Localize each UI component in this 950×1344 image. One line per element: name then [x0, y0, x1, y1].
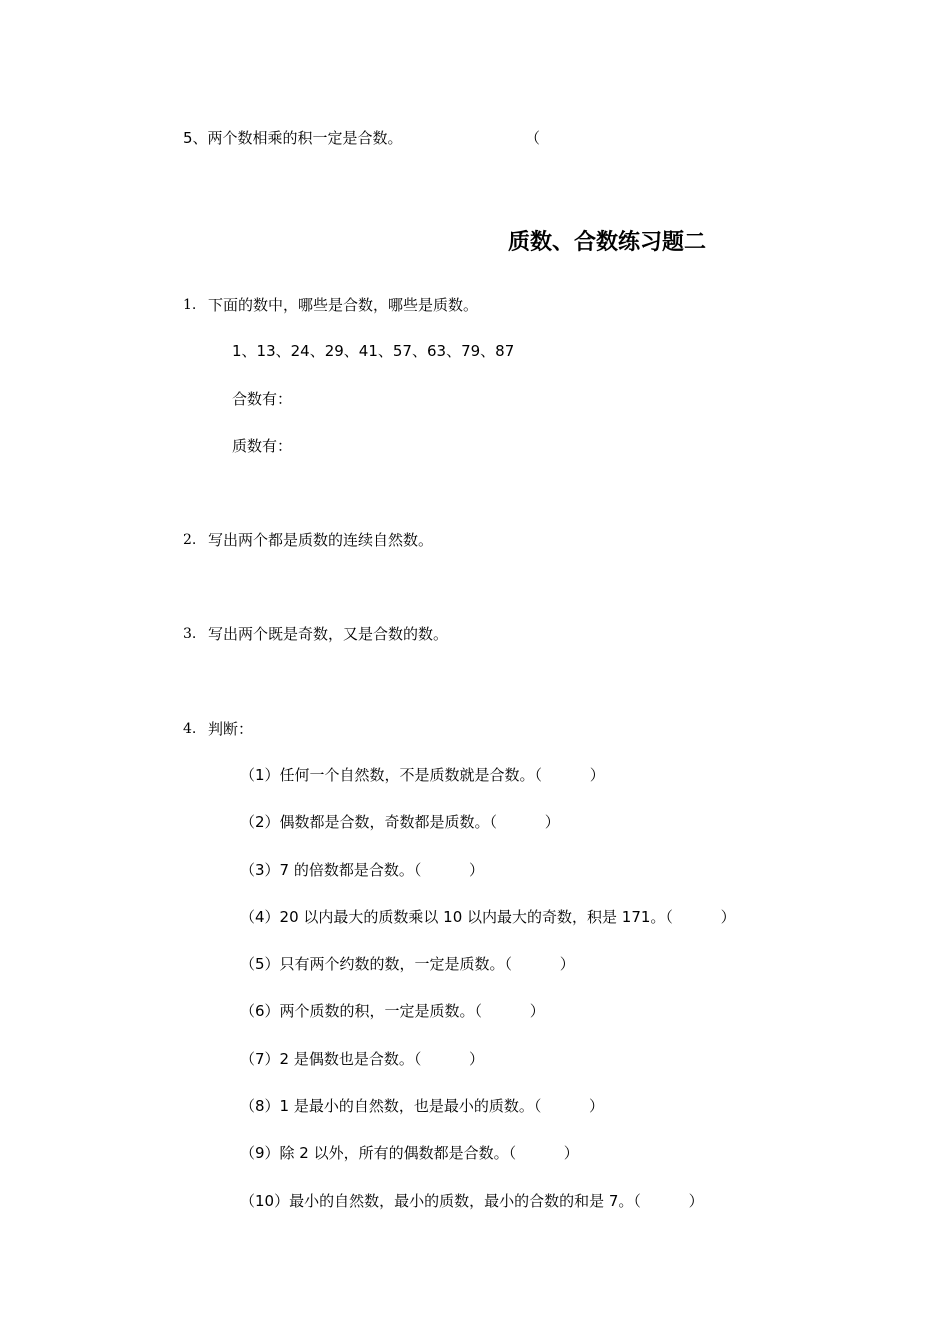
question-2-text: 写出两个都是质数的连续自然数。	[208, 531, 434, 549]
question-4-number: 4.	[183, 721, 197, 737]
page-title: 质数、合数练习题二	[508, 230, 707, 255]
judgement-item-1: （1）任何一个自然数，不是质数就是合数。（ ）	[240, 766, 605, 784]
question-3-text: 写出两个既是奇数，又是合数的数。	[208, 625, 449, 643]
prev-item-text: 5、两个数相乘的积一定是合数。	[183, 129, 403, 147]
judgement-item-7: （7）2 是偶数也是合数。（ ）	[240, 1050, 485, 1068]
prime-label: 质数有：	[232, 437, 293, 455]
judgement-item-4: （4）20 以内最大的质数乘以 10 以内最大的奇数，积是 171。（ ）	[240, 908, 736, 926]
question-3-number: 3.	[183, 626, 197, 642]
judgement-item-6: （6）两个质数的积，一定是质数。（ ）	[240, 1002, 545, 1020]
judgement-item-8: （8）1 是最小的自然数，也是最小的质数。（ ）	[240, 1097, 605, 1115]
question-4-text: 判断：	[208, 720, 254, 738]
judgement-item-10: （10）最小的自然数，最小的质数，最小的合数的和是 7。（ ）	[240, 1192, 704, 1210]
judgement-item-3: （3）7 的倍数都是合数。（ ）	[240, 861, 485, 879]
judgement-item-2: （2）偶数都是合数，奇数都是质数。（ ）	[240, 813, 560, 831]
question-1-number: 1.	[183, 297, 197, 313]
composite-label: 合数有：	[232, 390, 293, 408]
question-2-number: 2.	[183, 532, 197, 548]
question-1-text: 下面的数中，哪些是合数，哪些是质数。	[208, 296, 479, 314]
judgement-item-5: （5）只有两个约数的数，一定是质数。（ ）	[240, 955, 575, 973]
prev-item-paren: （	[525, 129, 541, 147]
judgement-item-9: （9）除 2 以外，所有的偶数都是合数。（ ）	[240, 1144, 579, 1162]
question-1-numbers: 1、13、24、29、41、57、63、79、87	[232, 342, 515, 360]
